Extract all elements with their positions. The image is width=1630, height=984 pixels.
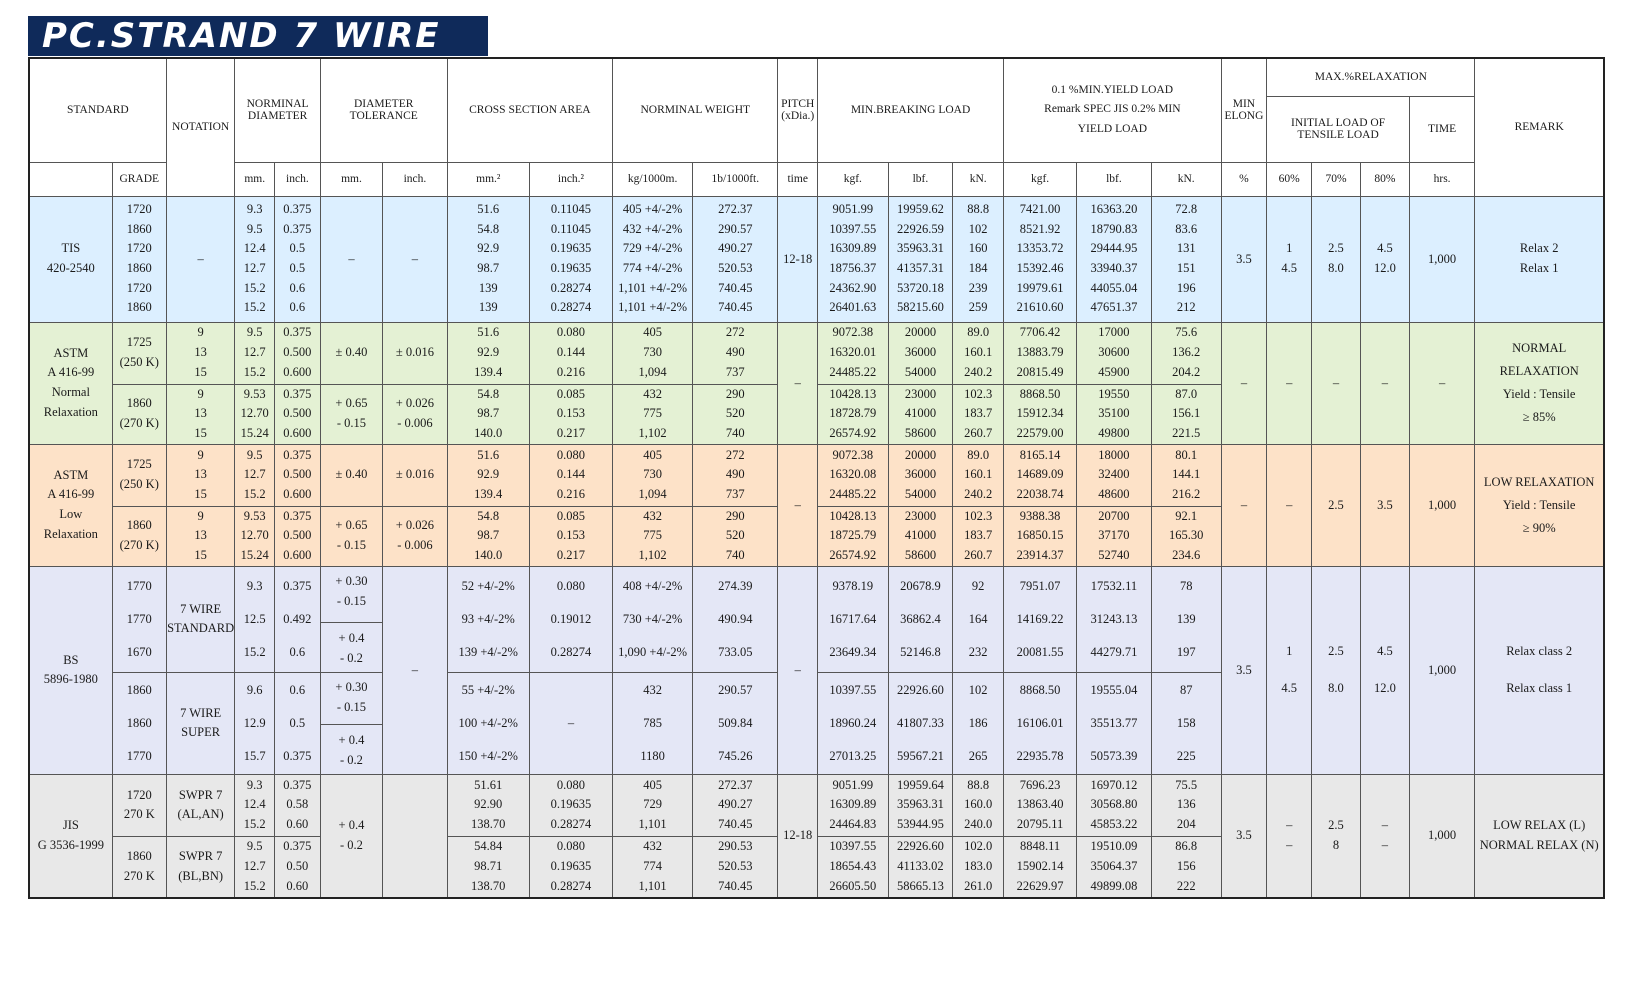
astm-nr-notation: 9 13 15 xyxy=(166,384,235,444)
jis-lbf: 22926.60 41133.02 58665.13 xyxy=(888,836,952,898)
unit-ykn: kN. xyxy=(1151,162,1221,196)
jis-remark: LOW RELAX (L) NORMAL RELAX (N) xyxy=(1475,774,1604,898)
unit-ylbf: lbf. xyxy=(1076,162,1151,196)
jis-tol-inch xyxy=(383,774,448,898)
tis-lb: 272.37 290.57 490.27 520.53 740.45 740.45 xyxy=(693,196,778,322)
astm-lr-ylbf: 18000 32400 48600 xyxy=(1076,444,1151,506)
astm-lr-ykgf: 9388.38 16850.15 23914.37 xyxy=(1004,506,1077,566)
astm-nr-grade: 1725 (250 K) xyxy=(112,322,166,384)
astm-lr-70: 2.5 xyxy=(1312,444,1361,566)
astm-lr-mm: 9.53 12.70 15.24 xyxy=(235,506,275,566)
bs-remark: Relax class 2 Relax class 1 xyxy=(1475,566,1604,774)
astm-lr-inch: 0.375 0.500 0.600 xyxy=(274,506,320,566)
astm-lr-inch2: 0.080 0.144 0.216 xyxy=(529,444,612,506)
astm-lr-kn: 89.0 160.1 240.2 xyxy=(953,444,1004,506)
astm-nr-inch: 0.375 0.500 0.600 xyxy=(274,384,320,444)
unit-inch: inch. xyxy=(274,162,320,196)
jis-kn: 102.0 183.0 261.0 xyxy=(953,836,1004,898)
bs-tol-a: + 0.30 - 0.15 xyxy=(321,676,382,725)
header-time: TIME xyxy=(1409,96,1475,162)
astm-lr-lb: 272 490 737 xyxy=(693,444,778,506)
astm-nr-time: – xyxy=(1409,322,1475,444)
jis-inch2: 0.080 0.19635 0.28274 xyxy=(529,774,612,836)
jis-kgf: 10397.55 18654.43 26605.50 xyxy=(817,836,888,898)
header-diameter-tolerance: DIAMETER TOLERANCE xyxy=(320,58,447,162)
bs-tol-b: + 0.4 - 0.2 xyxy=(338,631,365,665)
astm-lr-remark: LOW RELAXATION Yield : Tensile ≥ 90% xyxy=(1475,444,1604,566)
astm-lr-mm2: 51.6 92.9 139.4 xyxy=(447,444,529,506)
jis-ykgf: 8848.11 15902.14 22629.97 xyxy=(1004,836,1077,898)
header-initial-load: INITIAL LOAD OF TENSILE LOAD xyxy=(1267,96,1410,162)
astm-lr-elong: – xyxy=(1221,444,1267,566)
astm-nr-inch: 0.375 0.500 0.600 xyxy=(274,322,320,384)
astm-lr-ykn: 92.1 165.30 234.6 xyxy=(1151,506,1221,566)
table-row xyxy=(29,566,1604,672)
jis-inch: 0.375 0.50 0.60 xyxy=(274,836,320,898)
jis-elong: 3.5 xyxy=(1221,774,1267,898)
bs-inch2: – xyxy=(529,672,612,774)
bs-tol-a: + 0.30 - 0.15 xyxy=(321,570,382,623)
jis-70: 2.5 8 xyxy=(1312,774,1361,898)
unit-pct: % xyxy=(1221,162,1267,196)
tis-standard: TIS 420-2540 xyxy=(29,196,112,322)
unit-60: 60% xyxy=(1267,162,1312,196)
astm-lr-inch2: 0.085 0.153 0.217 xyxy=(529,506,612,566)
bs-tol-mm xyxy=(320,566,382,672)
jis-kg: 432 774 1,101 xyxy=(613,836,693,898)
unit-time: time xyxy=(778,162,818,196)
table-row xyxy=(29,196,1604,322)
bs-tol-b: + 0.4 - 0.2 xyxy=(338,733,365,767)
astm-nr-mm2: 54.8 98.7 140.0 xyxy=(447,384,529,444)
tis-grade: 1720 1860 1720 1860 1720 1860 xyxy=(112,196,166,322)
astm-nr-mm: 9.5 12.7 15.2 xyxy=(235,322,275,384)
astm-nr-lbf: 20000 36000 54000 xyxy=(888,322,952,384)
astm-nr-kn: 89.0 160.1 240.2 xyxy=(953,322,1004,384)
astm-lr-kgf: 10428.13 18725.79 26574.92 xyxy=(817,506,888,566)
header-notation: NOTATION xyxy=(166,58,235,196)
jis-lbf: 19959.64 35963.31 53944.95 xyxy=(888,774,952,836)
astm-lr-tol-inch: + 0.026 - 0.006 xyxy=(383,506,448,566)
header-nominal-diameter: NORMINAL DIAMETER xyxy=(235,58,320,162)
header-yield-load: 0.1 %MIN.YIELD LOAD Remark SPEC JIS 0.2% MIN YIELD LOAD xyxy=(1004,58,1221,162)
unit-80: 80% xyxy=(1360,162,1409,196)
tis-tol-mm: – xyxy=(320,196,382,322)
bs-grade: 1860 1860 1770 xyxy=(112,672,166,774)
tis-elong: 3.5 xyxy=(1221,196,1267,322)
table-row xyxy=(29,322,1604,384)
astm-nr-ykgf: 8868.50 15912.34 22579.00 xyxy=(1004,384,1077,444)
header-pitch: PITCH (xDia.) xyxy=(778,58,818,162)
header-remark: REMARK xyxy=(1475,58,1604,196)
astm-lr-kg: 432 775 1,102 xyxy=(613,506,693,566)
astm-nr-inch2: 0.080 0.144 0.216 xyxy=(529,322,612,384)
bs-kg: 432 785 1180 xyxy=(613,672,693,774)
astm-lr-kg: 405 730 1,094 xyxy=(613,444,693,506)
header-row-1 xyxy=(29,58,1604,96)
astm-nr-70: – xyxy=(1312,322,1361,444)
astm-nr-tol-mm: + 0.65 - 0.15 xyxy=(320,384,382,444)
jis-tol-mm: + 0.4 - 0.2 xyxy=(320,774,382,898)
unit-grade: GRADE xyxy=(112,162,166,196)
unit-lbf: lbf. xyxy=(888,162,952,196)
astm-nr-tol-mm: ± 0.40 xyxy=(320,322,382,384)
bs-ykn: 87 158 225 xyxy=(1151,672,1221,774)
tis-remark: Relax 2 Relax 1 xyxy=(1475,196,1604,322)
astm-nr-tol-inch: ± 0.016 xyxy=(383,322,448,384)
astm-nr-mm2: 51.6 92.9 139.4 xyxy=(447,322,529,384)
header-standard: STANDARD xyxy=(29,58,166,162)
bs-ykgf: 7951.07 14169.22 20081.55 xyxy=(1004,566,1077,672)
tis-mm2: 51.6 54.8 92.9 98.7 139 139 xyxy=(447,196,529,322)
astm-lr-lbf: 23000 41000 58600 xyxy=(888,506,952,566)
astm-nr-standard: ASTM A 416-99 Normal Relaxation xyxy=(29,322,112,444)
jis-80: – – xyxy=(1360,774,1409,898)
astm-lr-60: – xyxy=(1267,444,1312,566)
astm-lr-time: 1,000 xyxy=(1409,444,1475,566)
bs-kg: 408 +4/-2% 730 +4/-2% 1,090 +4/-2% xyxy=(613,566,693,672)
astm-lr-notation: 9 13 15 xyxy=(166,444,235,506)
unit-lb: 1b/1000ft. xyxy=(693,162,778,196)
astm-nr-grade: 1860 (270 K) xyxy=(112,384,166,444)
bs-lb: 274.39 490.94 733.05 xyxy=(693,566,778,672)
tis-70: 2.5 8.0 xyxy=(1312,196,1361,322)
astm-nr-inch2: 0.085 0.153 0.217 xyxy=(529,384,612,444)
jis-mm: 9.5 12.7 15.2 xyxy=(235,836,275,898)
bs-mm2: 52 +4/-2% 93 +4/-2% 139 +4/-2% xyxy=(447,566,529,672)
astm-lr-80: 3.5 xyxy=(1360,444,1409,566)
astm-lr-lb: 290 520 740 xyxy=(693,506,778,566)
bs-tol-inch: – xyxy=(383,566,448,774)
jis-inch: 0.375 0.58 0.60 xyxy=(274,774,320,836)
astm-nr-60: – xyxy=(1267,322,1312,444)
astm-nr-lb: 272 490 737 xyxy=(693,322,778,384)
bs-lb: 290.57 509.84 745.26 xyxy=(693,672,778,774)
bs-notation: 7 WIRE STANDARD xyxy=(166,566,235,672)
jis-grade: 1860 270 K xyxy=(112,836,166,898)
astm-nr-kgf: 10428.13 18728.79 26574.92 xyxy=(817,384,888,444)
bs-standard: BS 5896-1980 xyxy=(29,566,112,774)
tis-notation: – xyxy=(166,196,235,322)
tis-time: 1,000 xyxy=(1409,196,1475,322)
header-cross-section-area: CROSS SECTION AREA xyxy=(447,58,612,162)
astm-nr-ykgf: 7706.42 13883.79 20815.49 xyxy=(1004,322,1077,384)
unit-kn: kN. xyxy=(953,162,1004,196)
unit-blank xyxy=(29,162,112,196)
bs-inch: 0.375 0.492 0.6 xyxy=(274,566,320,672)
astm-nr-kn: 102.3 183.7 260.7 xyxy=(953,384,1004,444)
jis-ykn: 86.8 156 222 xyxy=(1151,836,1221,898)
bs-inch2: 0.080 0.19012 0.28274 xyxy=(529,566,612,672)
jis-ykgf: 7696.23 13863.40 20795.11 xyxy=(1004,774,1077,836)
astm-lr-standard: ASTM A 416-99 Low Relaxation xyxy=(29,444,112,566)
bs-lbf: 22926.60 41807.33 59567.21 xyxy=(888,672,952,774)
bs-tol-mm xyxy=(320,672,382,774)
astm-lr-tol-mm: ± 0.40 xyxy=(320,444,382,506)
bs-ylbf: 17532.11 31243.13 44279.71 xyxy=(1076,566,1151,672)
jis-ykn: 75.5 136 204 xyxy=(1151,774,1221,836)
tis-inch: 0.375 0.375 0.5 0.5 0.6 0.6 xyxy=(274,196,320,322)
astm-nr-lbf: 23000 41000 58600 xyxy=(888,384,952,444)
astm-lr-pitch: – xyxy=(778,444,818,566)
tis-mm: 9.3 9.5 12.4 12.7 15.2 15.2 xyxy=(235,196,275,322)
bs-kn: 102 186 265 xyxy=(953,672,1004,774)
bs-elong: 3.5 xyxy=(1221,566,1267,774)
jis-ylbf: 19510.09 35064.37 49899.08 xyxy=(1076,836,1151,898)
table-row xyxy=(29,444,1604,506)
bs-grade: 1770 1770 1670 xyxy=(112,566,166,672)
jis-mm2: 51.61 92.90 138.70 xyxy=(447,774,529,836)
bs-inch: 0.6 0.5 0.375 xyxy=(274,672,320,774)
unit-tol-inch: inch. xyxy=(383,162,448,196)
jis-notation: SWPR 7 (AL,AN) xyxy=(166,774,235,836)
unit-mm2: mm.² xyxy=(447,162,529,196)
header-max-relaxation: MAX.%RELAXATION xyxy=(1267,58,1475,96)
jis-ylbf: 16970.12 30568.80 45853.22 xyxy=(1076,774,1151,836)
astm-nr-kg: 405 730 1,094 xyxy=(613,322,693,384)
table-row xyxy=(29,774,1604,836)
jis-notation: SWPR 7 (BL,BN) xyxy=(166,836,235,898)
jis-kn: 88.8 160.0 240.0 xyxy=(953,774,1004,836)
tis-ykn: 72.8 83.6 131 151 196 212 xyxy=(1151,196,1221,322)
bs-mm2: 55 +4/-2% 100 +4/-2% 150 +4/-2% xyxy=(447,672,529,774)
jis-pitch: 12-18 xyxy=(778,774,818,898)
jis-standard: JIS G 3536-1999 xyxy=(29,774,112,898)
bs-time: 1,000 xyxy=(1409,566,1475,774)
unit-inch2: inch.² xyxy=(529,162,612,196)
tis-80: 4.5 12.0 xyxy=(1360,196,1409,322)
bs-lbf: 20678.9 36862.4 52146.8 xyxy=(888,566,952,672)
tis-inch2: 0.11045 0.11045 0.19635 0.19635 0.28274 0.28274 xyxy=(529,196,612,322)
unit-mm: mm. xyxy=(235,162,275,196)
jis-60: – – xyxy=(1267,774,1312,898)
astm-lr-tol-mm: + 0.65 - 0.15 xyxy=(320,506,382,566)
astm-lr-ylbf: 20700 37170 52740 xyxy=(1076,506,1151,566)
jis-lb: 272.37 490.27 740.45 xyxy=(693,774,778,836)
astm-nr-ylbf: 19550 35100 49800 xyxy=(1076,384,1151,444)
astm-lr-inch: 0.375 0.500 0.600 xyxy=(274,444,320,506)
astm-nr-pitch: – xyxy=(778,322,818,444)
tis-kgf: 9051.99 10397.55 16309.89 18756.37 24362.90 26401.63 xyxy=(817,196,888,322)
astm-lr-grade: 1725 (250 K) xyxy=(112,444,166,506)
tis-ylbf: 16363.20 18790.83 29444.95 33940.37 44055.04 47651.37 xyxy=(1076,196,1151,322)
bs-pitch: – xyxy=(778,566,818,774)
page-title: PC.STRAND 7 WIRE xyxy=(42,16,441,56)
astm-nr-80: – xyxy=(1360,322,1409,444)
bs-kgf: 10397.55 18960.24 27013.25 xyxy=(817,672,888,774)
tis-tol-inch: – xyxy=(383,196,448,322)
tis-kn: 88.8 102 160 184 239 259 xyxy=(953,196,1004,322)
bs-kgf: 9378.19 16717.64 23649.34 xyxy=(817,566,888,672)
tis-lbf: 19959.62 22926.59 35963.31 41357.31 53720.18 58215.60 xyxy=(888,196,952,322)
astm-lr-mm2: 54.8 98.7 140.0 xyxy=(447,506,529,566)
bs-ykn: 78 139 197 xyxy=(1151,566,1221,672)
header-min-elong: MIN ELONG xyxy=(1221,58,1267,162)
jis-mm2: 54.84 98.71 138.70 xyxy=(447,836,529,898)
tis-kg: 405 +4/-2% 432 +4/-2% 729 +4/-2% 774 +4/-2% 1,101 +4/-2% 1,101 +4/-2% xyxy=(613,196,693,322)
astm-nr-ykn: 75.6 136.2 204.2 xyxy=(1151,322,1221,384)
tis-60: 1 4.5 xyxy=(1267,196,1312,322)
unit-ykgf: kgf. xyxy=(1004,162,1077,196)
unit-tol-mm: mm. xyxy=(320,162,382,196)
astm-nr-remark: NORMAL RELAXATION Yield : Tensile ≥ 85% xyxy=(1475,322,1604,444)
jis-kgf: 9051.99 16309.89 24464.83 xyxy=(817,774,888,836)
tis-ykgf: 7421.00 8521.92 13353.72 15392.46 19979.61 21610.60 xyxy=(1004,196,1077,322)
astm-lr-grade: 1860 (270 K) xyxy=(112,506,166,566)
astm-nr-lb: 290 520 740 xyxy=(693,384,778,444)
unit-hrs: hrs. xyxy=(1409,162,1475,196)
bs-80: 4.5 12.0 xyxy=(1360,566,1409,774)
astm-nr-ylbf: 17000 30600 45900 xyxy=(1076,322,1151,384)
astm-lr-kn: 102.3 183.7 260.7 xyxy=(953,506,1004,566)
astm-nr-elong: – xyxy=(1221,322,1267,444)
unit-kg: kg/1000m. xyxy=(613,162,693,196)
header-min-breaking-load: MIN.BREAKING LOAD xyxy=(817,58,1003,162)
jis-inch2: 0.080 0.19635 0.28274 xyxy=(529,836,612,898)
astm-lr-mm: 9.5 12.7 15.2 xyxy=(235,444,275,506)
jis-mm: 9.3 12.4 15.2 xyxy=(235,774,275,836)
jis-kg: 405 729 1,101 xyxy=(613,774,693,836)
bs-notation: 7 WIRE SUPER xyxy=(166,672,235,774)
jis-grade: 1720 270 K xyxy=(112,774,166,836)
astm-lr-tol-inch: ± 0.016 xyxy=(383,444,448,506)
bs-70: 2.5 8.0 xyxy=(1312,566,1361,774)
header-units-row xyxy=(29,162,1604,196)
spec-table xyxy=(28,57,1605,899)
astm-lr-ykgf: 8165.14 14689.09 22038.74 xyxy=(1004,444,1077,506)
astm-lr-kgf: 9072.38 16320.08 24485.22 xyxy=(817,444,888,506)
jis-lb: 290.53 520.53 740.45 xyxy=(693,836,778,898)
unit-kgf: kgf. xyxy=(817,162,888,196)
bs-ykgf: 8868.50 16106.01 22935.78 xyxy=(1004,672,1077,774)
bs-ylbf: 19555.04 35513.77 50573.39 xyxy=(1076,672,1151,774)
bs-kn: 92 164 232 xyxy=(953,566,1004,672)
astm-nr-notation: 9 13 15 xyxy=(166,322,235,384)
astm-nr-tol-inch: + 0.026 - 0.006 xyxy=(383,384,448,444)
astm-lr-lbf: 20000 36000 54000 xyxy=(888,444,952,506)
astm-nr-mm: 9.53 12.70 15.24 xyxy=(235,384,275,444)
astm-lr-ykn: 80.1 144.1 216.2 xyxy=(1151,444,1221,506)
astm-lr-notation: 9 13 15 xyxy=(166,506,235,566)
astm-nr-ykn: 87.0 156.1 221.5 xyxy=(1151,384,1221,444)
jis-time: 1,000 xyxy=(1409,774,1475,898)
bs-60: 1 4.5 xyxy=(1267,566,1312,774)
bs-mm: 9.6 12.9 15.7 xyxy=(235,672,275,774)
bs-mm: 9.3 12.5 15.2 xyxy=(235,566,275,672)
tis-pitch: 12-18 xyxy=(778,196,818,322)
title-banner xyxy=(28,16,488,56)
unit-70: 70% xyxy=(1312,162,1361,196)
astm-nr-kgf: 9072.38 16320.01 24485.22 xyxy=(817,322,888,384)
header-nominal-weight: NORMINAL WEIGHT xyxy=(613,58,778,162)
astm-nr-kg: 432 775 1,102 xyxy=(613,384,693,444)
